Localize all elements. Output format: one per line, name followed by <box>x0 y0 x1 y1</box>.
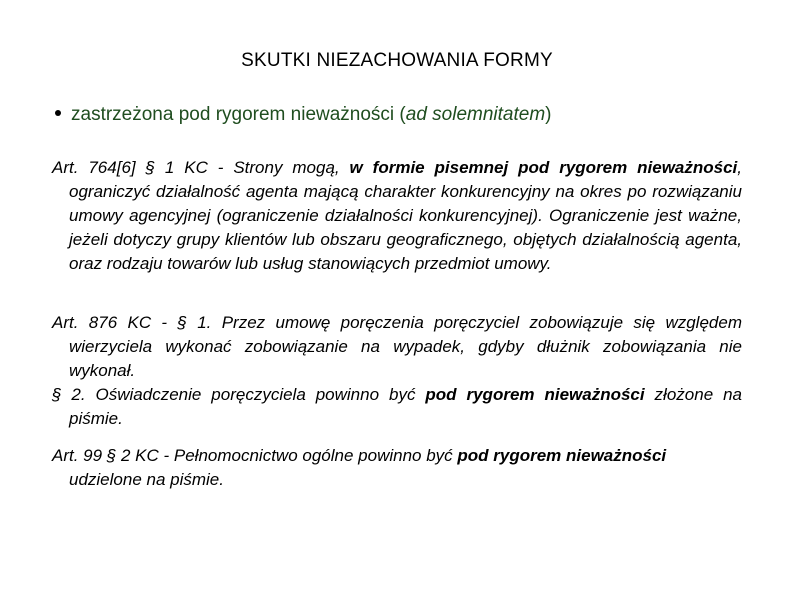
art764-rest: , ograniczyć działalność agenta mającą charakter konkurencyjny na okres po rozwiązaniu umowy agencyjnej (ograniczenie działalności konkurencyjnej). Ograniczenie jest ważne, jeżeli dotyczy grupy klientów lub obszaru geograficznego, objętych działalnością agenta, oraz rodzaju towarów lub usług stanowiących przedmiot umowy. <box>69 158 743 273</box>
art876-para2-prefix: § 2. Oświadczenie poręczyciela powinno być <box>52 385 426 404</box>
art876-para1: Art. 876 KC - § 1. Przez umowę poręczenia poręczyciel zobowiązuje się względem wierzyciela wykonać zobowiązanie na wypadek, gdyby dłużnik zobowiązania nie wykonał. <box>52 313 742 380</box>
article-876-paragraph <box>52 311 742 431</box>
art99-prefix: Art. 99 § 2 KC - Pełnomocnictwo ogólne powinno być <box>52 446 458 465</box>
art876-bold-phrase: pod rygorem nieważności <box>425 385 645 404</box>
art99-bold-phrase: pod rygorem nieważności <box>457 446 667 465</box>
bullet-tail-text: ) <box>545 104 552 125</box>
article-764-paragraph <box>52 156 742 276</box>
bullet-latin-term: ad solemnitatem <box>405 104 546 125</box>
art99-rest: udzielone na piśmie. <box>69 470 224 489</box>
art876-para2-rest: złożone na piśmie. <box>69 385 743 428</box>
art764-prefix: Art. 764[6] § 1 KC - Strony mogą, <box>52 158 350 177</box>
bullet-dot-icon <box>55 110 61 116</box>
art764-bold-phrase: w formie pisemnej pod rygorem nieważności <box>349 158 738 177</box>
slide-title: SKUTKI NIEZACHOWANIA FORMY <box>241 50 553 71</box>
bullet-lead-text: zastrzeżona pod rygorem nieważności ( <box>71 104 406 125</box>
article-99-paragraph <box>52 444 742 492</box>
bullet-item <box>55 104 552 126</box>
